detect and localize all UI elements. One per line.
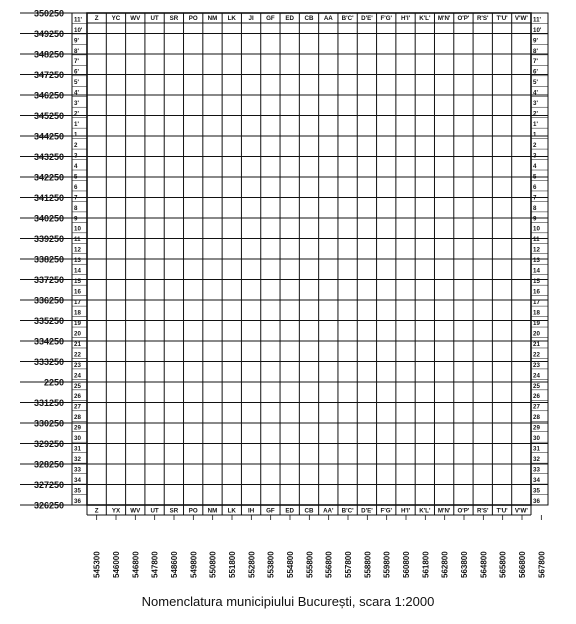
row-label-right: 21 bbox=[533, 340, 540, 348]
column-label-top: K'L' bbox=[419, 15, 431, 22]
column-label-bottom: PO bbox=[188, 507, 198, 515]
row-label-left: 17 bbox=[74, 299, 81, 307]
column-label-bottom: YX bbox=[111, 507, 121, 515]
y-coordinate-label: 348250 bbox=[33, 49, 64, 60]
column-label-bottom: ED bbox=[285, 507, 295, 515]
x-coordinate-label: 567800 bbox=[537, 551, 547, 578]
row-label-right: 10' bbox=[533, 26, 542, 34]
column-label-bottom: T'U' bbox=[496, 507, 508, 515]
row-label-right: 5' bbox=[533, 79, 538, 87]
column-label-top: SR bbox=[169, 15, 179, 22]
row-label-left: 7' bbox=[74, 58, 79, 66]
y-coordinate-label: 327250 bbox=[33, 480, 64, 490]
column-label-top: CB bbox=[304, 15, 314, 22]
column-label-top: UT bbox=[150, 15, 159, 22]
y-coordinate-label: 338250 bbox=[33, 254, 64, 265]
row-label-left: 18 bbox=[74, 309, 81, 317]
row-label-left: 13 bbox=[74, 257, 81, 265]
y-coordinate-label: 330250 bbox=[33, 418, 64, 429]
row-label-left: 35 bbox=[74, 487, 81, 495]
column-label-top: YC bbox=[111, 15, 121, 22]
row-label-right: 18 bbox=[533, 309, 540, 317]
row-label-left: 15 bbox=[74, 278, 81, 286]
row-label-left: 21 bbox=[74, 340, 81, 348]
row-label-left: 1' bbox=[74, 121, 79, 129]
row-label-left: 10' bbox=[74, 26, 83, 34]
row-label-right: 4' bbox=[533, 89, 538, 97]
row-label-left: 22 bbox=[74, 351, 81, 359]
column-label-top: O'P' bbox=[457, 15, 470, 22]
row-label-right: 11 bbox=[533, 236, 540, 244]
x-coordinate-label: 550800 bbox=[208, 551, 218, 578]
y-coordinate-label: 345250 bbox=[33, 111, 64, 121]
column-label-top: WV bbox=[130, 15, 141, 22]
row-label-right: 9 bbox=[533, 215, 537, 223]
y-coordinate-label: 326250 bbox=[33, 500, 64, 511]
column-label-top: GF bbox=[266, 15, 275, 22]
row-label-left: 27 bbox=[74, 403, 81, 411]
x-coordinate-label: 565800 bbox=[498, 551, 508, 578]
x-coordinate-label: 548600 bbox=[170, 551, 179, 578]
row-label-left: 16 bbox=[74, 288, 81, 296]
row-label-left: 36 bbox=[74, 497, 81, 505]
row-label-right: 36 bbox=[533, 497, 540, 505]
y-coordinate-label: 328250 bbox=[33, 459, 64, 470]
row-label-right: 28 bbox=[533, 414, 540, 422]
y-coordinate-label: 334250 bbox=[33, 336, 64, 347]
column-label-bottom: K'L' bbox=[419, 507, 431, 515]
y-coordinate-label: 329250 bbox=[33, 439, 64, 449]
row-label-right: 2 bbox=[533, 141, 537, 149]
column-label-bottom: M'N' bbox=[437, 507, 451, 515]
row-label-right: 1 bbox=[533, 131, 537, 139]
column-label-top: M'N' bbox=[437, 15, 451, 22]
row-label-left: 9 bbox=[74, 215, 78, 223]
y-coordinate-label: 336250 bbox=[33, 295, 64, 306]
row-label-right: 30 bbox=[533, 435, 540, 443]
x-coordinate-label: 561800 bbox=[421, 551, 431, 578]
y-coordinate-label: 341250 bbox=[33, 193, 64, 203]
column-label-bottom: F'G' bbox=[380, 507, 392, 515]
column-label-bottom: D'E' bbox=[361, 507, 373, 515]
row-label-right: 7' bbox=[533, 58, 538, 66]
x-coordinate-label: 552800 bbox=[247, 551, 257, 578]
row-label-left: 6' bbox=[74, 68, 79, 76]
column-label-bottom: IH bbox=[247, 507, 255, 515]
row-label-right: 9' bbox=[533, 37, 538, 45]
row-label-right: 11' bbox=[533, 16, 542, 24]
row-label-right: 10 bbox=[533, 225, 540, 233]
column-label-top: AA bbox=[323, 15, 333, 22]
row-label-left: 7 bbox=[74, 194, 78, 202]
x-coordinate-label: 557800 bbox=[344, 551, 353, 578]
row-label-left: 2' bbox=[74, 110, 79, 118]
row-label-left: 29 bbox=[74, 424, 81, 432]
row-label-left: 9' bbox=[74, 37, 79, 45]
x-coordinate-label: 553800 bbox=[266, 551, 276, 578]
row-label-right: 13 bbox=[533, 257, 540, 265]
y-coordinate-label: 347250 bbox=[33, 70, 64, 80]
row-label-left: 8' bbox=[74, 47, 79, 55]
y-coordinate-label: 349250 bbox=[33, 29, 64, 39]
column-label-bottom: UT bbox=[150, 507, 159, 515]
row-label-right: 27 bbox=[533, 403, 540, 411]
row-label-right: 33 bbox=[533, 466, 540, 474]
column-label-bottom: CB bbox=[304, 507, 314, 515]
column-label-bottom: R'S' bbox=[476, 507, 489, 515]
row-label-right: 22 bbox=[533, 351, 540, 359]
row-label-left: 14 bbox=[74, 267, 81, 275]
row-label-right: 8' bbox=[533, 47, 538, 55]
y-coordinate-label: 333250 bbox=[33, 357, 64, 367]
row-label-right: 3 bbox=[533, 152, 537, 160]
row-label-right: 6' bbox=[533, 68, 538, 76]
column-label-top: LK bbox=[227, 15, 236, 22]
row-label-right: 7 bbox=[533, 194, 537, 202]
x-coordinate-label: 545300 bbox=[92, 551, 102, 578]
y-coordinate-label: 339250 bbox=[33, 234, 64, 244]
row-label-right: 3' bbox=[533, 100, 538, 108]
row-label-right: 32 bbox=[533, 456, 540, 464]
x-coordinate-label: 558800 bbox=[363, 551, 373, 578]
row-label-left: 3 bbox=[74, 152, 78, 160]
map-caption: Nomenclatura municipiului București, scara 1:2000 bbox=[141, 594, 435, 609]
row-label-left: 2 bbox=[74, 141, 78, 149]
row-label-left: 20 bbox=[74, 330, 81, 338]
x-coordinate-label: 546800 bbox=[131, 551, 141, 578]
column-label-bottom: V'W' bbox=[514, 507, 528, 515]
y-coordinate-label: 335250 bbox=[33, 316, 64, 326]
x-coordinate-label: 551800 bbox=[228, 551, 237, 578]
row-label-right: 5 bbox=[533, 173, 537, 181]
row-label-right: 19 bbox=[533, 319, 540, 327]
row-label-left: 25 bbox=[74, 382, 81, 390]
column-label-top: Z bbox=[94, 15, 99, 22]
row-label-left: 5' bbox=[74, 79, 79, 87]
column-label-top: JI bbox=[248, 15, 254, 22]
row-label-left: 12 bbox=[74, 246, 81, 254]
row-label-right: 24 bbox=[533, 372, 540, 380]
x-coordinate-label: 563800 bbox=[460, 551, 469, 578]
y-coordinate-label: 344250 bbox=[33, 131, 64, 142]
row-label-right: 31 bbox=[533, 445, 540, 453]
row-label-left: 1 bbox=[74, 131, 78, 139]
x-coordinate-label: 564800 bbox=[479, 551, 489, 578]
row-label-left: 4 bbox=[74, 162, 78, 170]
row-label-right: 29 bbox=[533, 424, 540, 432]
x-coordinate-label: 559800 bbox=[382, 551, 392, 578]
row-label-left: 4' bbox=[74, 89, 79, 97]
x-coordinate-label: 562800 bbox=[440, 551, 450, 578]
row-label-left: 6 bbox=[74, 183, 78, 191]
row-label-right: 14 bbox=[533, 267, 540, 275]
row-label-right: 17 bbox=[533, 299, 540, 307]
row-label-left: 19 bbox=[74, 319, 81, 327]
y-coordinate-label: 350250 bbox=[33, 8, 64, 19]
row-label-right: 15 bbox=[533, 278, 540, 286]
column-label-bottom: WV bbox=[130, 507, 141, 515]
x-coordinate-label: 566800 bbox=[518, 551, 527, 578]
column-label-bottom: NM bbox=[207, 507, 218, 515]
row-label-right: 16 bbox=[533, 288, 540, 296]
column-label-bottom: GF bbox=[266, 507, 275, 515]
row-label-right: 20 bbox=[533, 330, 540, 338]
column-label-top: ED bbox=[285, 15, 295, 22]
row-label-right: 34 bbox=[533, 476, 540, 484]
y-coordinate-label: 340250 bbox=[33, 213, 64, 224]
x-coordinate-label: 546000 bbox=[112, 551, 121, 578]
row-label-left: 28 bbox=[74, 414, 81, 422]
row-label-left: 8 bbox=[74, 204, 78, 212]
row-label-left: 33 bbox=[74, 466, 81, 474]
row-label-left: 34 bbox=[74, 476, 81, 484]
row-label-right: 4 bbox=[533, 162, 537, 170]
row-label-left: 10 bbox=[74, 225, 81, 233]
column-label-bottom: LK bbox=[227, 507, 236, 515]
column-label-top: B'C' bbox=[341, 15, 354, 22]
row-label-left: 11 bbox=[74, 236, 81, 244]
row-label-right: 35 bbox=[533, 487, 540, 495]
row-label-right: 8 bbox=[533, 204, 537, 212]
y-coordinate-label: 346250 bbox=[33, 90, 64, 101]
row-label-left: 5 bbox=[74, 173, 78, 181]
column-label-bottom: SR bbox=[169, 507, 179, 515]
column-label-bottom: Z bbox=[94, 507, 99, 515]
column-label-top: NM bbox=[207, 15, 218, 22]
column-label-top: R'S' bbox=[476, 15, 489, 22]
row-label-left: 23 bbox=[74, 361, 81, 369]
column-label-top: T'U' bbox=[496, 15, 508, 22]
y-coordinate-label: 342250 bbox=[33, 172, 64, 183]
y-coordinate-label: 343250 bbox=[33, 152, 64, 162]
row-label-left: 11' bbox=[74, 16, 83, 24]
column-label-top: H'I' bbox=[400, 15, 411, 22]
row-label-right: 12 bbox=[533, 246, 540, 254]
row-label-right: 2' bbox=[533, 110, 538, 118]
column-label-bottom: H'I' bbox=[400, 507, 411, 515]
column-label-top: PO bbox=[188, 15, 198, 22]
row-label-left: 24 bbox=[74, 372, 81, 380]
x-coordinate-label: 547800 bbox=[150, 551, 160, 578]
row-label-left: 32 bbox=[74, 456, 81, 464]
row-label-left: 26 bbox=[74, 393, 81, 401]
row-label-left: 3' bbox=[74, 100, 79, 108]
row-label-left: 31 bbox=[74, 445, 81, 453]
row-label-right: 6 bbox=[533, 183, 537, 191]
row-label-left: 30 bbox=[74, 435, 81, 443]
y-coordinate-label: 331250 bbox=[33, 398, 64, 408]
column-label-top: F'G' bbox=[380, 15, 392, 22]
x-coordinate-label: 560800 bbox=[402, 551, 411, 578]
row-label-right: 23 bbox=[533, 361, 540, 369]
x-coordinate-label: 549800 bbox=[189, 551, 199, 578]
row-label-right: 1' bbox=[533, 121, 538, 129]
x-coordinate-label: 554800 bbox=[286, 551, 295, 578]
column-label-top: V'W' bbox=[514, 15, 528, 22]
column-label-bottom: B'C' bbox=[341, 507, 354, 515]
row-label-right: 26 bbox=[533, 393, 540, 401]
x-coordinate-label: 556800 bbox=[324, 551, 334, 578]
row-label-right: 25 bbox=[533, 382, 540, 390]
column-label-bottom: AA' bbox=[323, 507, 334, 515]
column-label-bottom: O'P' bbox=[457, 507, 470, 515]
column-label-top: D'E' bbox=[361, 15, 373, 22]
y-coordinate-label: 337250 bbox=[33, 275, 64, 285]
y-coordinate-label: 2250 bbox=[43, 377, 64, 388]
x-coordinate-label: 555800 bbox=[305, 551, 315, 578]
